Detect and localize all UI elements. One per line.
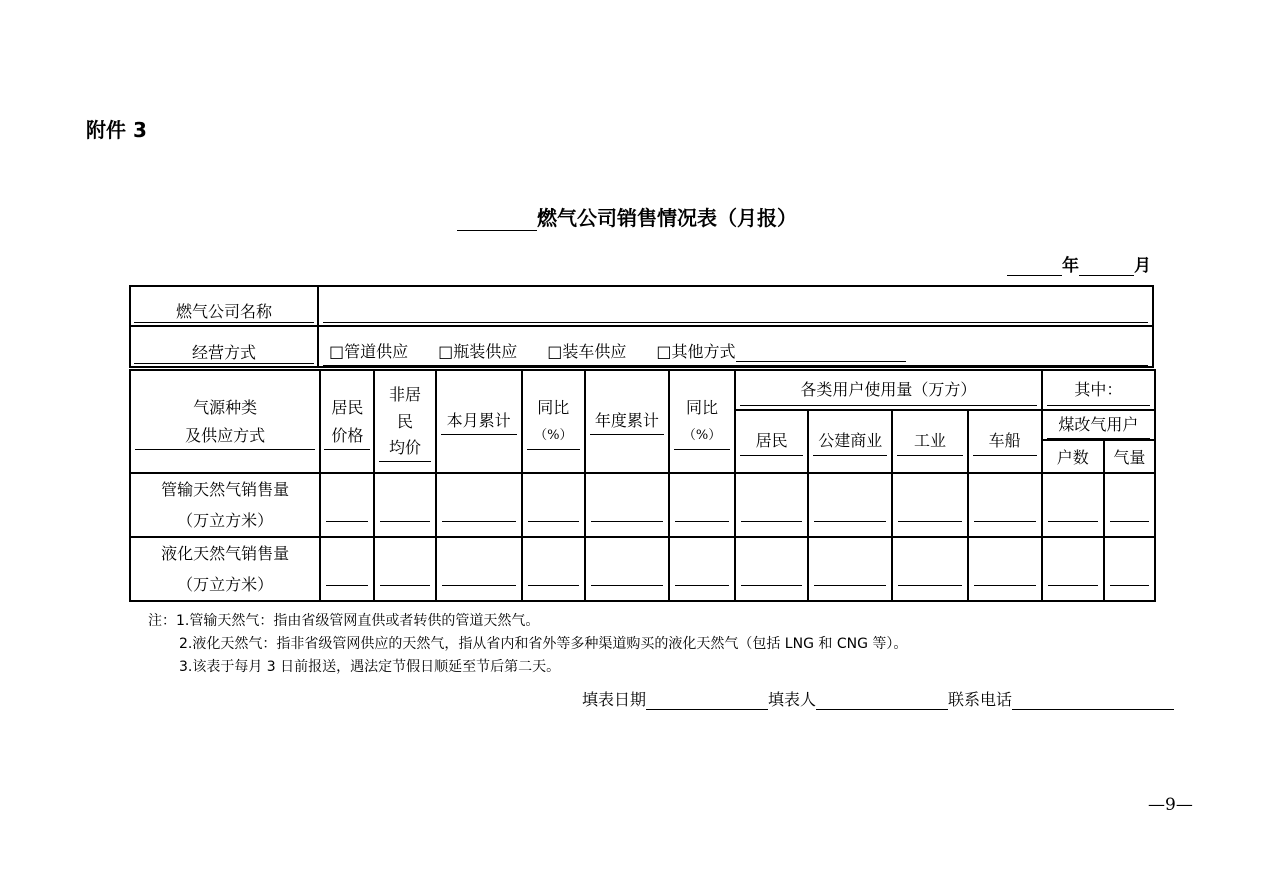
year-cumulative-header: [585, 370, 669, 473]
yoy-unit-1: （%）: [527, 423, 580, 450]
cell-pipeline-yoy-2[interactable]: [669, 473, 735, 537]
cell-lng-yoy-1[interactable]: [522, 537, 585, 601]
option-bottled[interactable]: □瓶装供应: [438, 342, 518, 361]
year-label: 年: [1062, 256, 1079, 276]
report-date: [1007, 251, 1151, 276]
coal-to-gas-label: 煤改气用户: [1047, 412, 1150, 439]
table-row: [130, 473, 1155, 537]
of-which-label: 其中：: [1047, 375, 1150, 406]
nonresident-line1: 非居: [389, 385, 422, 404]
nonresident-line3: 均价: [379, 435, 430, 462]
cell-pipeline-commercial[interactable]: [808, 473, 892, 537]
title-prefix-blank[interactable]: [457, 206, 537, 231]
signature-line: [582, 687, 1174, 710]
attachment-label: 附件 3: [86, 118, 147, 142]
operation-mode-label-cell: [130, 326, 318, 367]
row-label-line2: （万立方米）: [177, 511, 274, 530]
month-cumulative-label: 本月累计: [441, 408, 517, 435]
notes: [148, 610, 907, 679]
company-info-table: [129, 285, 1154, 368]
page-title: 燃气公司销售情况表（月报）: [537, 206, 797, 230]
company-name-underline: [323, 289, 1148, 323]
cell-lng-nonresident-price[interactable]: [374, 537, 435, 601]
cell-pipeline-vehicle[interactable]: [968, 473, 1042, 537]
cell-lng-yoy-2[interactable]: [669, 537, 735, 601]
households-header: [1042, 440, 1104, 473]
yoy-label-2: 同比: [686, 398, 719, 417]
operation-mode-row: [130, 326, 1153, 367]
filler-blank[interactable]: [816, 692, 948, 710]
user-col-resident: [735, 410, 808, 473]
cell-lng-gas-volume[interactable]: [1104, 537, 1155, 601]
other-mode-blank[interactable]: [736, 345, 906, 362]
nonresident-line2: 民: [397, 412, 414, 431]
yoy-unit-2: （%）: [674, 423, 730, 450]
company-name-row: [130, 286, 1153, 326]
source-header-line1: 气源种类: [193, 398, 258, 417]
yoy-header-1: [522, 370, 585, 473]
cell-pipeline-month-cumulative[interactable]: [436, 473, 522, 537]
cell-lng-vehicle[interactable]: [968, 537, 1042, 601]
fill-date-label: 填表日期: [582, 690, 647, 709]
month-blank[interactable]: [1079, 257, 1134, 276]
user-col-vehicle-label: 车船: [973, 427, 1037, 456]
yoy-label-1: 同比: [537, 398, 570, 417]
cell-lng-households[interactable]: [1042, 537, 1104, 601]
sales-table: [129, 369, 1156, 602]
row-label-line1: 管输天然气销售量: [161, 480, 290, 499]
month-cumulative-header: [436, 370, 522, 473]
cell-pipeline-nonresident-price[interactable]: [374, 473, 435, 537]
filler-label: 填表人: [768, 690, 817, 709]
cell-pipeline-households[interactable]: [1042, 473, 1104, 537]
row-label-line2: （万立方米）: [177, 575, 274, 594]
operation-mode-options: [318, 326, 1153, 367]
user-col-industry-label: 工业: [897, 427, 962, 456]
resident-price-line2: 价格: [324, 423, 370, 450]
title-block: [457, 202, 797, 231]
cell-pipeline-resident-price[interactable]: [320, 473, 374, 537]
phone-blank[interactable]: [1012, 692, 1174, 710]
cell-lng-commercial[interactable]: [808, 537, 892, 601]
yoy-header-2: [669, 370, 735, 473]
user-col-vehicle: [968, 410, 1042, 473]
company-name-label: 燃气公司名称: [134, 289, 314, 323]
operation-mode-label: 经营方式: [134, 330, 314, 364]
cell-pipeline-year-cumulative[interactable]: [585, 473, 669, 537]
nonresident-price-header: [374, 370, 435, 473]
cell-pipeline-gas-volume[interactable]: [1104, 473, 1155, 537]
user-group-label: 各类用户使用量（万方）: [740, 375, 1037, 406]
resident-price-header: [320, 370, 374, 473]
operation-mode-line: [323, 327, 1148, 366]
year-blank[interactable]: [1007, 257, 1062, 276]
cell-lng-resident[interactable]: [735, 537, 808, 601]
option-pipeline[interactable]: □管道供应: [329, 342, 409, 361]
company-name-field[interactable]: [318, 286, 1153, 326]
page-number: —9—: [1148, 795, 1193, 815]
of-which-header: [1042, 370, 1155, 410]
cell-pipeline-industry[interactable]: [892, 473, 967, 537]
note-1: 注：1.管输天然气：指由省级管网直供或者转供的管道天然气。: [148, 613, 540, 629]
households-label: 户数: [1056, 448, 1089, 467]
note-3: 3.该表于每月 3 日前报送，遇法定节假日顺延至节后第二天。: [179, 659, 561, 675]
resident-price-line1: 居民: [331, 398, 364, 417]
user-group-header: [735, 370, 1042, 410]
row-label-lng: [130, 537, 320, 601]
cell-lng-resident-price[interactable]: [320, 537, 374, 601]
note-2: 2.液化天然气：指非省级管网供应的天然气，指从省内和省外等多种渠道购买的液化天然气（包括 LNG 和 CNG 等）。: [179, 636, 908, 652]
cell-lng-year-cumulative[interactable]: [585, 537, 669, 601]
user-col-commercial: [808, 410, 892, 473]
gas-volume-header: [1104, 440, 1155, 473]
coal-to-gas-header: [1042, 410, 1155, 440]
year-cumulative-label: 年度累计: [590, 408, 664, 435]
user-col-resident-label: 居民: [740, 427, 803, 456]
fill-date-blank[interactable]: [646, 692, 768, 710]
cell-lng-month-cumulative[interactable]: [436, 537, 522, 601]
company-name-label-cell: [130, 286, 318, 326]
user-col-industry: [892, 410, 967, 473]
cell-pipeline-yoy-1[interactable]: [522, 473, 585, 537]
cell-lng-industry[interactable]: [892, 537, 967, 601]
phone-label: 联系电话: [948, 690, 1013, 709]
table-row: [130, 537, 1155, 601]
row-label-line1: 液化天然气销售量: [161, 544, 290, 563]
option-other[interactable]: □其他方式: [656, 342, 736, 361]
month-label: 月: [1134, 256, 1151, 276]
row-label-pipeline: [130, 473, 320, 537]
user-col-commercial-label: 公建商业: [813, 427, 887, 456]
gas-volume-label: 气量: [1113, 448, 1146, 467]
cell-pipeline-resident[interactable]: [735, 473, 808, 537]
source-header: [130, 370, 320, 473]
source-header-line2: 及供应方式: [135, 423, 315, 450]
option-truck[interactable]: □装车供应: [547, 342, 627, 361]
